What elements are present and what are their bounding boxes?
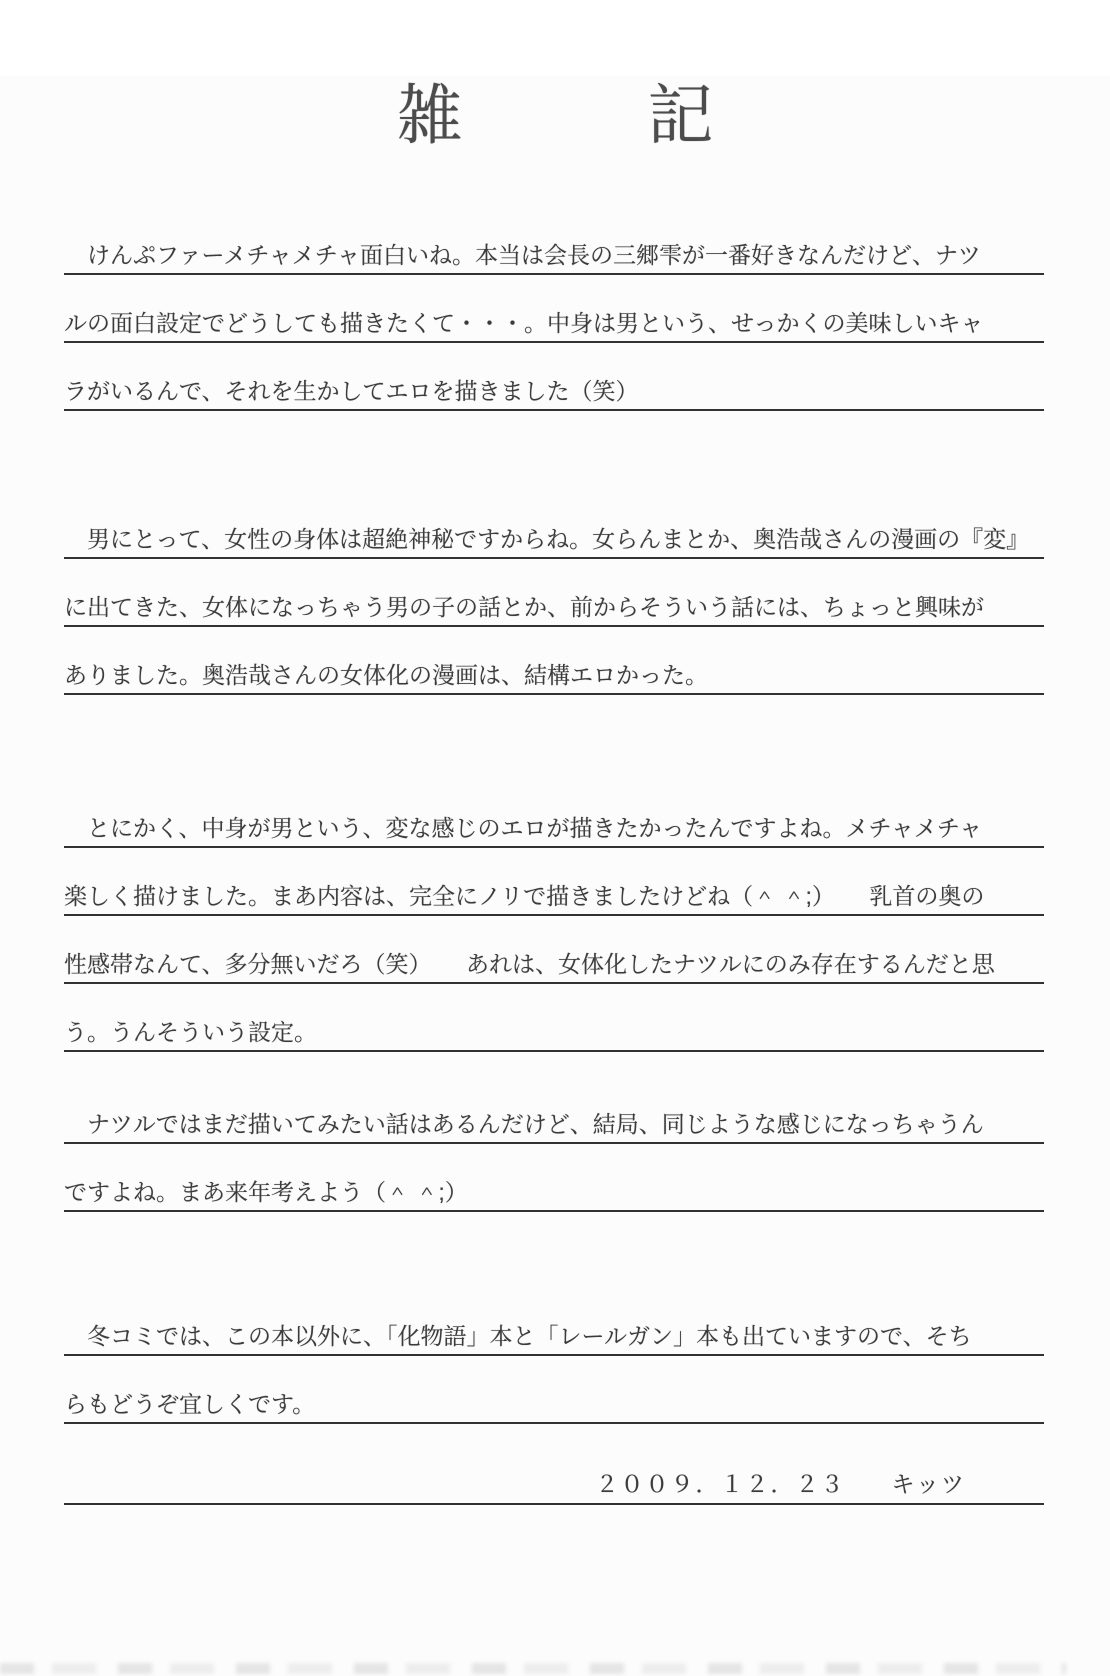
text-line [64, 559, 1044, 627]
text-line [64, 343, 1044, 411]
text-line-content: けんぷファーメチャメチャ面白いね。本当は会長の三郷雫が一番好きなんだけど、ナツ [64, 242, 981, 269]
text-line-content: ですよね。まあ来年考えよう（＾ ＾;） [64, 1179, 468, 1206]
text-line [64, 275, 1044, 343]
signature-line [64, 1436, 1044, 1505]
paragraph [64, 780, 1044, 1052]
signature-date: ２００９．１２．２３ [595, 1471, 846, 1498]
text-line-content: ラがいるんで、それを生かしてエロを描きました（笑） [64, 378, 639, 405]
text-line [64, 916, 1044, 984]
text-line [64, 780, 1044, 848]
paragraph [64, 491, 1044, 695]
signature-author: キッツ [891, 1471, 966, 1498]
text-line [64, 848, 1044, 916]
text-line [64, 984, 1044, 1052]
paragraph [64, 1288, 1044, 1424]
text-line [64, 1076, 1044, 1144]
text-line-content: ルの面白設定でどうしても描きたくて・・・。中身は男という、せっかくの美味しいキャ [64, 310, 984, 337]
text-line-content: 楽しく描けました。まあ内容は、完全にノリで描きましたけどね（＾ ＾;） 乳首の奥の [64, 883, 985, 910]
text-line-content: に出てきた、女体になっちゃう男の子の話とか、前からそういう話には、ちょっと興味が [64, 594, 984, 621]
scan-bleedthrough-artifact [0, 1663, 1066, 1674]
body-paragraphs [64, 207, 1044, 1424]
text-line-content: とにかく、中身が男という、変な感じのエロが描きたかったんですよね。メチャメチャ [64, 815, 983, 842]
text-line-content: ナツルではまだ描いてみたい話はあるんだけど、結局、同じような感じになっちゃうん [64, 1111, 984, 1138]
text-line [64, 1356, 1044, 1424]
text-line [64, 627, 1044, 695]
text-line-content: らもどうぞ宜しくです。 [64, 1391, 316, 1418]
text-line-content: 男にとって、女性の身体は超絶神秘ですからね。女らんまとか、奥浩哉さんの漫画の『変』 [64, 526, 1030, 553]
text-line [64, 1144, 1044, 1212]
text-line-content: う。うんそういう設定。 [64, 1019, 317, 1046]
text-line-content: 性感帯なんて、多分無いだろ（笑） あれは、女体化したナツルにのみ存在するんだと思 [64, 951, 995, 978]
scanned-document-page [0, 76, 1110, 1676]
page-title: 雑 記 [396, 77, 773, 154]
document-body [64, 207, 1044, 1505]
text-line-content: ありました。奥浩哉さんの女体化の漫画は、結構エロかった。 [64, 662, 708, 689]
paragraph [64, 207, 1044, 411]
paragraph [64, 1076, 1044, 1212]
text-line [64, 1288, 1044, 1356]
text-line [64, 491, 1044, 559]
text-line [64, 207, 1044, 275]
text-line-content: 冬コミでは、この本以外に、「化物語」本と「レールガン」本も出ていますので、そち [64, 1323, 972, 1350]
